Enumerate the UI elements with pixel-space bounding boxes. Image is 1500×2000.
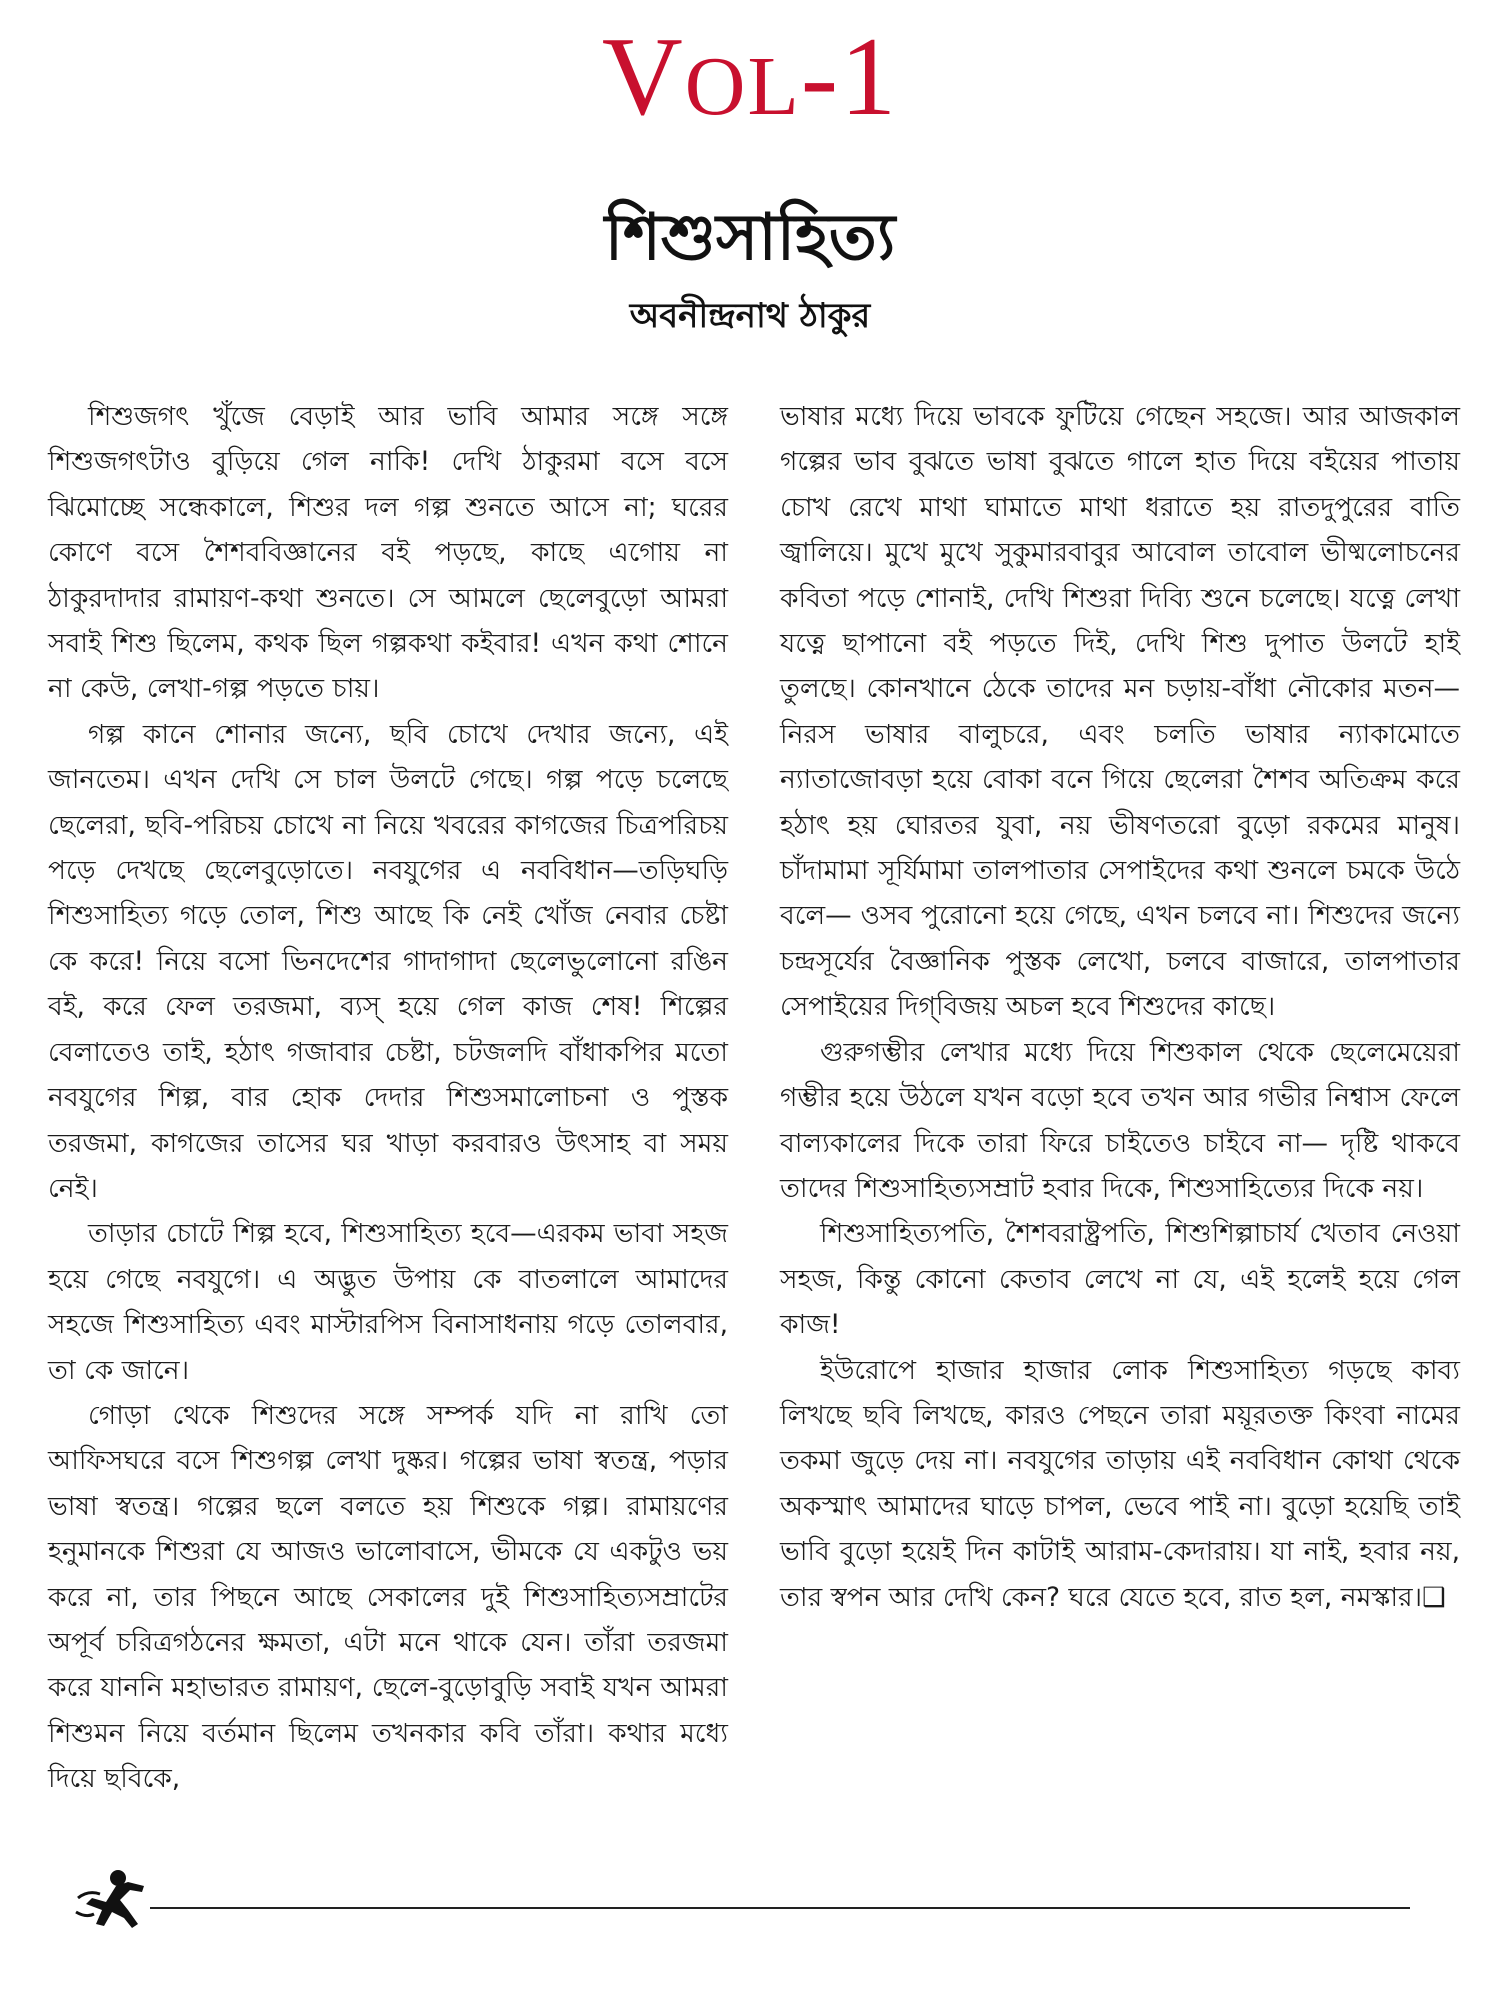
paragraph-text: ইউরোপে হাজার হাজার লোক শিশুসাহিত্য গড়ছে কাব্য লিখছে ছবি লিখছে, কারও পেছনে তারা ময়ূরতক্ত কিংবা নামের তকমা জুড়ে দেয় না। নবযুগের তাড়ায় এই নববিধান কোথা থেকে অকস্মাৎ আমাদের ঘাড়ে চাপল, ভেবে পাই না। বুড়ো হয়েছি তাই ভাবি বুড়ো হয়েই দিন কাটাই আরাম-কেদারায়। যা নাই, হবার নয়, তার স্বপন আর দেখি কেন? ঘরে যেতে হবে, রাত হল, নমস্কার।: [780, 1354, 1460, 1613]
vol-number: -1: [800, 15, 899, 139]
paragraph: গোড়া থেকে শিশুদের সঙ্গে সম্পর্ক যদি না রাখি তো আফিসঘরে বসে শিশুগল্প লেখা দুষ্কর। গল্পের ভাষা স্বতন্ত্র, পড়ার ভাষা স্বতন্ত্র। গল্পের ছলে বলতে হয় শিশুকে গল্প। রামায়ণের হনুমানকে শিশুরা যে আজও ভালোবাসে, ভীমকে যে একটুও ভয় করে না, তার পিছনে আছে সেকালের দুই শিশুসাহিত্যসম্রাটের অপূর্ব চরিত্রগঠনের ক্ষমতা, এটা মনে থাকে যেন। তাঁরা তরজমা করে যাননি মহাভারত রামায়ণ, ছেলে-বুড়োবুড়ি সবাই যখন আমরা শিশুমন নিয়ে বর্তমান ছিলেম তখনকার কবি তাঁরা। কথার মধ্যে দিয়ে ছবিকে,: [48, 1399, 728, 1795]
footer-rule: [150, 1907, 1410, 1909]
paragraph: গল্প কানে শোনার জন্যে, ছবি চোখে দেখার জন্যে, এই জানতেম। এখন দেখি সে চাল উলটে গেছে। গল্প পড়ে চলেছে ছেলেরা, ছবি-পরিচয় চোখে না নিয়ে খবরের কাগজের চিত্রপরিচয় পড়ে দেখছে ছেলেবুড়োতে। নবযুগের এ নববিধান—তড়িঘড়ি শিশুসাহিত্য গড়ে তোল, শিশু আছে কি নেই খোঁজ নেবার চেষ্টা কে করে! নিয়ে বসো ভিনদেশের গাদাগাদা ছেলেভুলোনো রঙিন বই, করে ফেল তরজমা, ব্যস্ হয়ে গেল কাজ শেষ! শিল্পের বেলাতেও তাই, হঠাৎ গজাবার চেষ্টা, চটজলদি বাঁধাকপির মতো নবযুগের শিল্প, বার হোক দেদার শিশুসমালোচনা ও পুস্তক তরজমা, কাগজের তাসের ঘর খাড়া করবারও উৎসাহ বা সময় নেই।: [48, 718, 728, 1204]
vol-letter: V: [601, 15, 685, 139]
end-mark: ❑: [1422, 1581, 1446, 1613]
paragraph: [780, 1348, 1460, 1620]
paragraph: শিশুসাহিত্যপতি, শৈশবরাষ্ট্রপতি, শিশুশিল্পাচার্য খেতাব নেওয়া সহজ, কিন্তু কোনো কেতাব লেখে না যে, এই হলেই হয়ে গেল কাজ!: [780, 1218, 1460, 1341]
article-title: শিশুসাহিত্য: [604, 201, 896, 275]
volume-heading: [0, 12, 1500, 152]
right-column: [780, 394, 1460, 1620]
paragraph: শিশুজগৎ খুঁজে বেড়াই আর ভাবি আমার সঙ্গে সঙ্গে শিশুজগৎটাও বুড়িয়ে গেল নাকি! দেখি ঠাকুরমা বসে বসে ঝিমোচ্ছে সন্ধেকালে, শিশুর দল গল্প শুনতে আসে না; ঘরের কোণে বসে শৈশববিজ্ঞানের বই পড়ছে, কাছে এগোয় না ঠাকুরদাদার রামায়ণ-কথা শুনতে। সে আমলে ছেলেবুড়ো আমরা সবাই শিশু ছিলেম, কথক ছিল গল্পকথা কইবার! এখন কথা শোনে না কেউ, লেখা-গল্প পড়তে চায়।: [48, 401, 728, 705]
left-column: [48, 394, 728, 1802]
paragraph: ভাষার মধ্যে দিয়ে ভাবকে ফুটিয়ে গেছেন সহজে। আর আজকাল গল্পের ভাব বুঝতে ভাষা বুঝতে গালে হাত দিয়ে বইয়ের পাতায় চোখ রেখে মাথা ঘামাতে মাথা ধরাতে হয় রাতদুপুরের বাতি জ্বালিয়ে। মুখে মুখে সুকুমারবাবুর আবোল তাবোল ভীষ্মলোচনের কবিতা পড়ে শোনাই, দেখি শিশুরা দিব্যি শুনে চলেছে। যত্নে লেখা যত্নে ছাপানো বই পড়তে দিই, দেখি শিশু দুপাত উলটে হাই তুলছে। কোনখানে ঠেকে তাদের মন চড়ায়-বাঁধা নৌকোর মতন— নিরস ভাষার বালুচরে, এবং চলতি ভাষার ন্যাকামোতে ন্যাতাজোবড়া হয়ে বোকা বনে গিয়ে ছেলেরা শৈশব অতিক্রম করে হঠাৎ হয় ঘোরতর যুবা, নয় ভীষণতরো বুড়ো রকমের মানুষ। চাঁদামামা সূর্যিমামা তালপাতার সেপাইদের কথা শুনলে চমকে উঠে বলে— ওসব পুরোনো হয়ে গেছে, এখন চলবে না। শিশুদের জন্যে চন্দ্রসূর্যের বৈজ্ঞানিক পুস্তক লেখো, চলবে বাজারে, তালপাতার সেপাইয়ের দিগ্‌বিজয় অচল হবে শিশুদের কাছে।: [780, 401, 1460, 1023]
article-author: অবনীন্দ্রনাথ ঠাকুর: [629, 296, 871, 336]
paragraph: গুরুগম্ভীর লেখার মধ্যে দিয়ে শিশুকাল থেকে ছেলেমেয়েরা গম্ভীর হয়ে উঠলে যখন বড়ো হবে তখন আর গভীর নিশ্বাস ফেলে বাল্যকালের দিকে তারা ফিরে চাইতেও চাইবে না— দৃষ্টি থাকবে তাদের শিশুসাহিত্যসম্রাট হবার দিকে, শিশুসাহিত্যের দিকে নয়।: [780, 1036, 1460, 1204]
vol-letters: OL: [684, 40, 801, 133]
paragraph: তাড়ার চোটে শিল্প হবে, শিশুসাহিত্য হবে—এরকম ভাবা সহজ হয়ে গেছে নবযুগে। এ অদ্ভুত উপায় কে বাতলালে আমাদের সহজে শিশুসাহিত্য এবং মাস্টারপিস বিনাসাধনায় গড়ে তোলবার, তা কে জানে।: [48, 1218, 729, 1386]
dancing-figure-icon: [72, 1868, 150, 1932]
